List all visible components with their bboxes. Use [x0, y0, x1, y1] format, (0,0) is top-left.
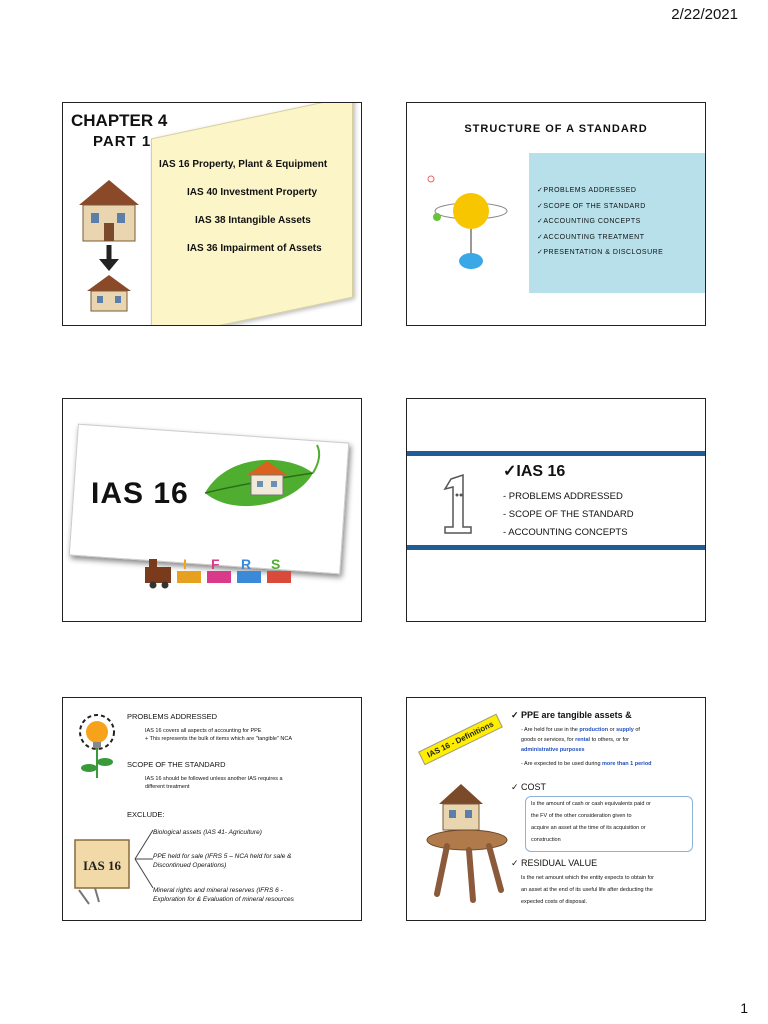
cost-line: Is the amount of cash or cash equivalents paid or [531, 801, 651, 807]
slide-problems-scope [62, 697, 362, 921]
page-number: 1 [740, 1000, 748, 1016]
leaf-house-icon [197, 443, 327, 523]
slide-title: ✓IAS 16 [503, 463, 566, 480]
residual-line: an asset at the end of its useful life after deducting the [521, 887, 653, 893]
exclusion-ppe-held-for-sale: PPE held for sale (IFRS 5 – NCA held for sale & [153, 853, 292, 860]
ppe-definition-line [521, 760, 695, 770]
ias16-scroll-icon [69, 828, 135, 906]
train-letter-i: I [183, 556, 187, 572]
topic-ias38: IAS 38 Intangible Assets [195, 215, 311, 226]
structure-list [537, 183, 663, 261]
ppe-definition-line [521, 746, 695, 756]
cost-heading: ✓ COST [511, 782, 547, 792]
note-paper [151, 102, 353, 326]
bottom-divider [407, 545, 705, 550]
lightbulb-icon [77, 712, 117, 784]
topic-ias36: IAS 36 Impairment of Assets [187, 243, 322, 254]
exclusion-mineral-rights: Mineral rights and mineral reserves (IFRS 6 - [153, 887, 283, 894]
ppe-definition-line [521, 726, 695, 736]
problems-text: + This represents the bulk of items which are "tangible" NCA [145, 736, 293, 742]
overview-item: - PROBLEMS ADDRESSED [503, 491, 623, 502]
residual-line: Is the net amount which the entity expects to obtain for [521, 875, 654, 881]
bracket-lines [133, 826, 155, 892]
structure-item: ✓SCOPE OF THE STANDARD [537, 202, 646, 210]
exclusion-mineral-rights-cont: Exploration for & Evaluation of mineral resources [153, 896, 294, 903]
scope-text: different treatment [145, 784, 190, 790]
cost-line: construction [531, 837, 561, 843]
rental-keyword: rental [575, 737, 591, 743]
train-letter-r: R [241, 556, 252, 572]
exclusion-biological: Biological assets (IAS 41- Agriculture) [153, 829, 262, 836]
text-run: of [633, 727, 640, 733]
topic-ias40: IAS 40 Investment Property [187, 187, 318, 198]
slide-title: STRUCTURE OF A STANDARD [464, 123, 648, 135]
slide-chapter-4 [62, 102, 362, 326]
ppe-heading: ✓ PPE are tangible assets & [511, 710, 632, 720]
text-run: to others, or for [590, 737, 629, 743]
house-on-stool-icon [419, 754, 509, 904]
period-keyword: more than 1 period [602, 761, 652, 767]
slide-title: IAS 16 [91, 477, 189, 510]
slide-ias16-title [62, 398, 362, 622]
scope-text: IAS 16 should be followed unless another IAS requires a [145, 776, 283, 782]
supply-keyword: supply [616, 727, 634, 733]
structure-item: ✓ACCOUNTING CONCEPTS [537, 218, 641, 225]
top-divider [407, 451, 705, 456]
ifrs-train-icon [143, 555, 293, 589]
number-one-icon [437, 473, 477, 535]
administrative-keyword: administrative purposes [521, 747, 585, 753]
text-run: goods or services, for [521, 737, 576, 743]
slide-ias16-definitions [406, 697, 706, 921]
definitions-tag: IAS 16 - Definitions [418, 714, 503, 766]
slide-title: CHAPTER 4 [71, 111, 168, 130]
scope-heading: SCOPE OF THE STANDARD [127, 760, 226, 769]
text-run: - Are expected to be used during [521, 761, 603, 767]
ppe-definition-line [521, 736, 695, 746]
train-letter-s: S [271, 556, 281, 572]
problems-text: IAS 16 covers all aspects of accounting for PPE [145, 728, 262, 734]
structure-item: ✓PRESENTATION & DISCLOSURE [537, 249, 664, 256]
cost-line: the FV of the other consideration given to [531, 813, 632, 819]
text-run: - Are held for use in the [521, 727, 580, 733]
scroll-label: IAS 16 [83, 858, 121, 873]
slide-structure-of-standard [406, 102, 706, 326]
houses-illustration [69, 165, 161, 315]
problems-heading: PROBLEMS ADDRESSED [127, 712, 218, 721]
cost-line: acquire an asset at the time of its acquisition or [531, 825, 646, 831]
residual-heading: ✓ RESIDUAL VALUE [511, 858, 598, 868]
topic-ias16: IAS 16 Property, Plant & Equipment [159, 159, 328, 170]
overview-item: - SCOPE OF THE STANDARD [503, 509, 634, 520]
slide-ias16-overview [406, 398, 706, 622]
globe-figure-icon [423, 171, 519, 271]
train-letter-f: F [211, 556, 220, 572]
exclude-heading: EXCLUDE: [127, 810, 165, 819]
structure-item: ✓PROBLEMS ADDRESSED [537, 187, 637, 194]
structure-item: ✓ACCOUNTING TREATMENT [537, 233, 645, 241]
text-run: or [608, 727, 617, 733]
residual-line: expected costs of disposal. [521, 899, 588, 905]
slide-subtitle: PART 1 [93, 133, 152, 150]
production-keyword: production [579, 727, 609, 733]
print-date: 2/22/2021 [671, 6, 738, 23]
exclusion-ppe-held-for-sale-cont: Discontinued Operations) [153, 862, 227, 869]
overview-item: - ACCOUNTING CONCEPTS [503, 527, 628, 538]
